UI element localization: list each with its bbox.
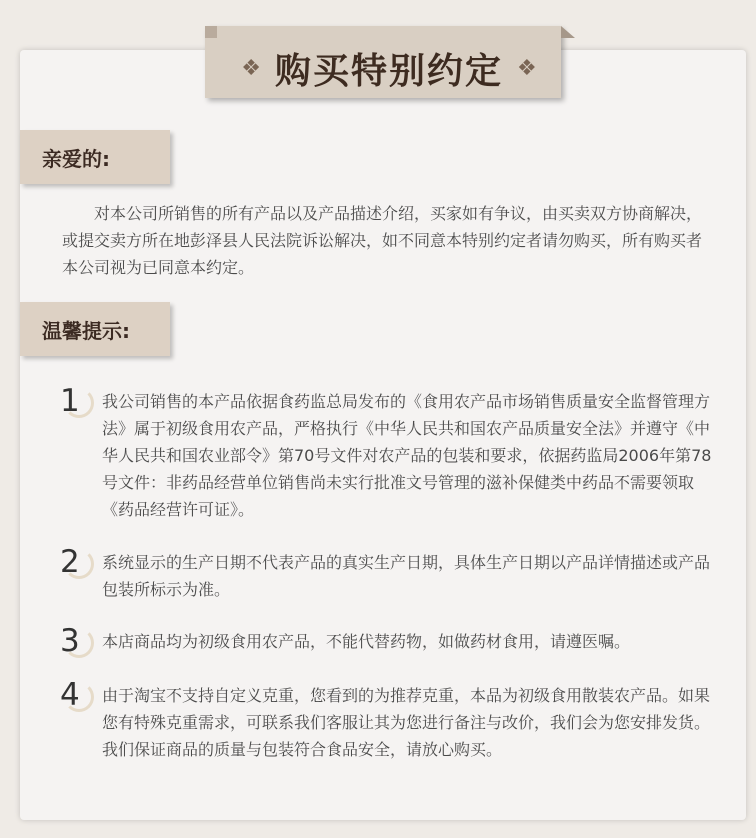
section-label-tips: 温馨提示: bbox=[20, 302, 170, 356]
tip-text-1: 我公司销售的本产品依据食药监总局发布的《食用农产品市场销售质量安全监督管理方法》属于初级食用农产品，严格执行《中华人民共和国农产品质量安全法》并遵守《中华人民共和国农业部令》第70号文件对农产品的包装和要求，依据药监局2006年第78号文件：非药品经营单位销售尚未实行批准文号管理的滋补保健类中药品不需要领取《药品经营许可证》。 bbox=[102, 392, 712, 519]
diamond-left-icon: ❖ bbox=[241, 55, 261, 81]
tip-number-3: 3 bbox=[60, 624, 94, 658]
tip-number-1: 1 bbox=[60, 384, 94, 418]
tip-text-3: 本店商品均为初级食用农产品，不能代替药物，如做药材食用，请遵医嘱。 bbox=[102, 632, 631, 651]
agreement-paragraph: 对本公司所销售的所有产品以及产品描述介绍，买家如有争议，由买卖双方协商解决，或提交卖方所在地彭泽县人民法院诉讼解决，如不同意本特别约定者请勿购买，所有购买者本公司视为已同意本约定。 bbox=[62, 204, 703, 277]
tip-item-3 bbox=[60, 623, 720, 659]
tip-number-4: 4 bbox=[60, 678, 94, 712]
tip-item-1 bbox=[60, 383, 720, 523]
tip-item-4 bbox=[60, 677, 720, 763]
tip-text-4: 由于淘宝不支持自定义克重，您看到的为推荐克重，本品为初级食用散装农产品。如果您有特殊克重需求，可联系我们客服让其为您进行备注与改价，我们会为您安排发货。我们保证商品的质量与包装符合食品安全，请放心购买。 bbox=[102, 686, 711, 759]
section-label-dear: 亲爱的: bbox=[20, 130, 170, 184]
tip-text-2: 系统显示的生产日期不代表产品的真实生产日期，具体生产日期以产品详情描述或产品包装所标示为准。 bbox=[102, 553, 711, 599]
page-title: 购买特别约定 bbox=[274, 49, 503, 92]
tip-number-2: 2 bbox=[60, 545, 94, 579]
title-banner bbox=[205, 26, 561, 98]
tip-item-2 bbox=[60, 544, 720, 603]
diamond-right-icon: ❖ bbox=[517, 55, 537, 81]
